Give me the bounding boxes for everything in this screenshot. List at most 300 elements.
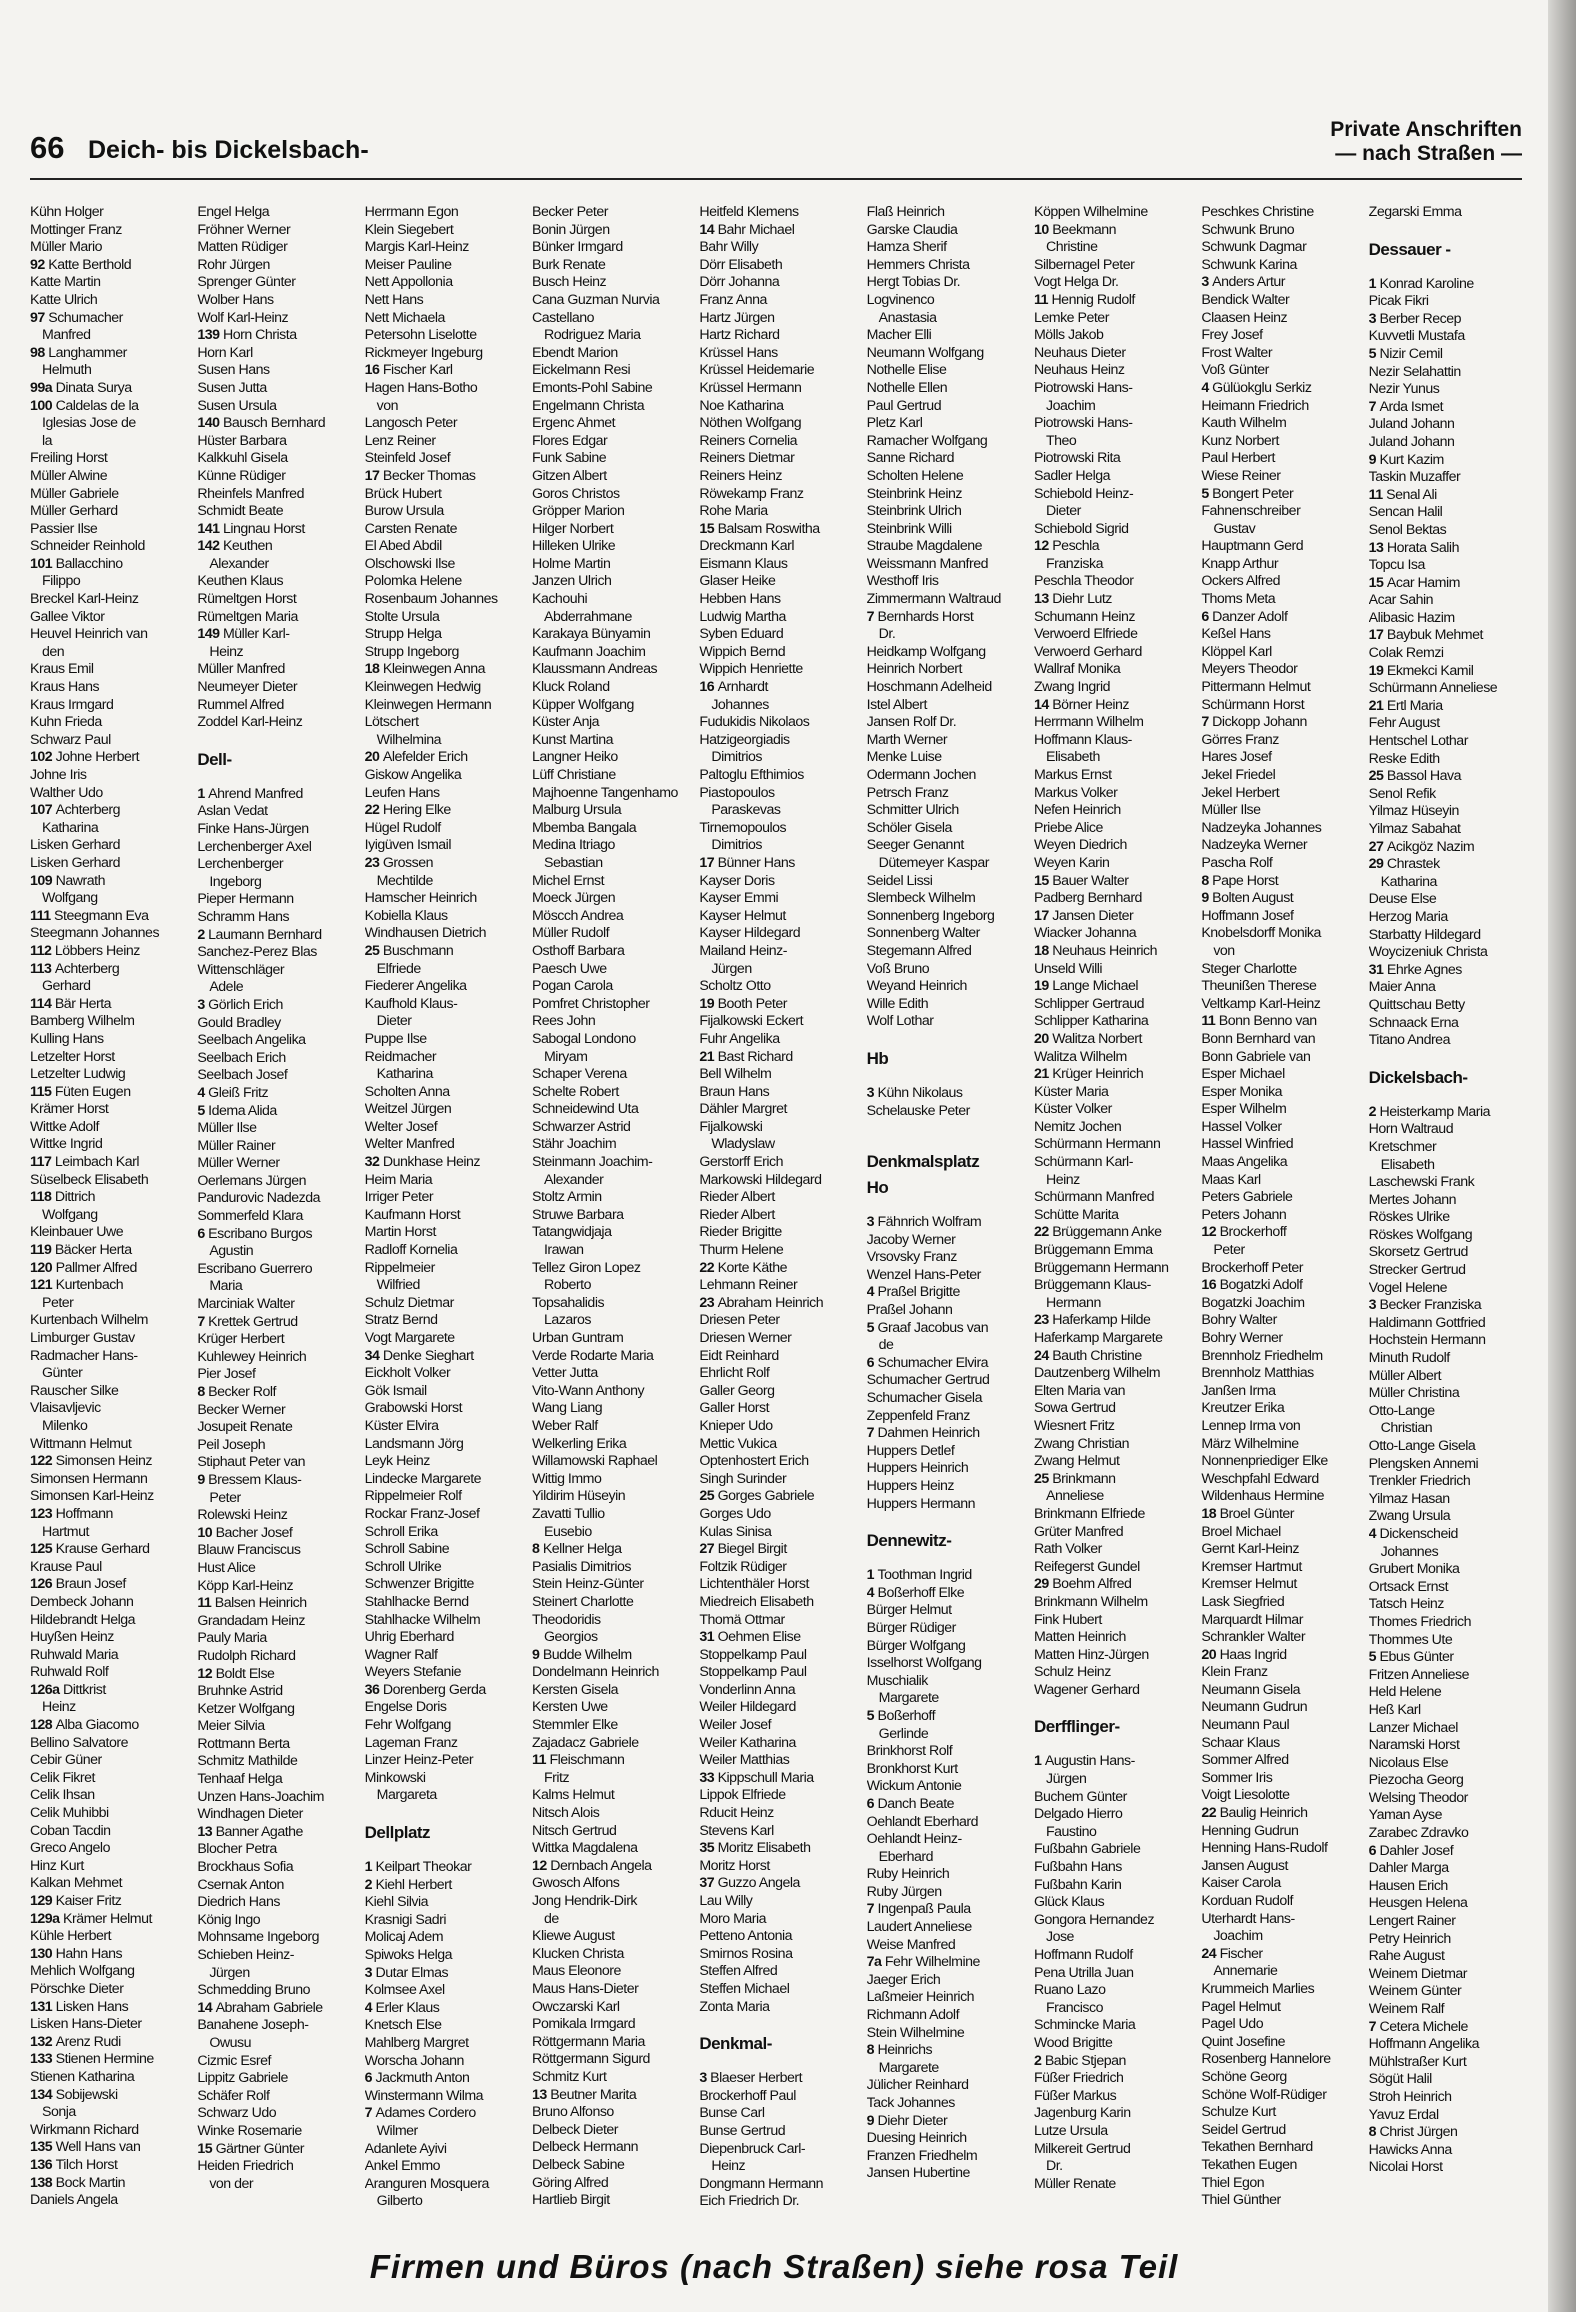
resident-entry: Zarabec Zdravko: [1368, 1825, 1469, 1842]
resident-entry: Steger Charlotte: [1201, 960, 1297, 977]
house-number: 5: [866, 1707, 878, 1724]
resident-entry: Marth Werner: [866, 731, 948, 748]
resident-entry: Zoddel Karl-Heinz: [197, 714, 303, 731]
resident-entry: Krause Paul: [30, 1558, 102, 1575]
house-number: 107: [30, 802, 56, 819]
resident-entry: Topcu Isa: [1368, 557, 1425, 574]
resident-entry: 16 Bogatzki Adolf: [1201, 1277, 1303, 1294]
resident-entry: Weyen Karin: [1033, 854, 1110, 871]
house-number: 17: [1033, 907, 1053, 924]
resident-entry: Diepenbruck Carl-: [699, 2140, 806, 2157]
resident-entry: Markus Ernst: [1033, 767, 1112, 783]
resident-entry: Thiel Egon: [1201, 2174, 1265, 2191]
resident-entry: Stegemann Alfred: [866, 942, 972, 959]
resident-entry: Kühle Herbert: [30, 1928, 112, 1945]
house-number: 142: [197, 538, 223, 555]
entry-continuation: de: [878, 1337, 894, 1354]
entry-continuation: Anastasia: [878, 309, 937, 326]
resident-entry: Weschpfahl Edward: [1201, 1470, 1319, 1487]
resident-entry: Pittermann Helmut: [1201, 679, 1311, 696]
resident-entry: Gwosch Alfons: [531, 1875, 620, 1892]
entry-continuation: Joachim: [1045, 397, 1096, 414]
house-number: 13: [531, 2086, 551, 2103]
resident-entry: 14 Börner Heinz: [1033, 696, 1130, 713]
house-number: 10: [197, 1524, 216, 1541]
resident-entry: Kurtenbach Wilhelm: [30, 1312, 148, 1329]
house-number: 102: [30, 749, 56, 766]
resident-entry: Hoschmann Adelheid: [866, 679, 992, 696]
resident-entry: Stoltz Armin: [531, 1189, 602, 1206]
house-number: 120: [30, 1259, 56, 1276]
resident-entry: 7 Cetera Michele: [1368, 2018, 1468, 2035]
resident-entry: Moeck Jürgen: [531, 890, 616, 907]
resident-entry: Fink Hubert: [1033, 1611, 1102, 1628]
resident-entry: 21 Krüger Heinrich: [1033, 1066, 1144, 1083]
resident-entry: Nett Hans: [364, 291, 424, 308]
resident-entry: Unzen Hans-Joachim: [197, 1788, 324, 1805]
entry-continuation: Margareta: [376, 1787, 437, 1804]
entry-continuation: Joachim: [1213, 1928, 1263, 1945]
resident-entry: Rosenbaum Johannes: [364, 591, 498, 608]
resident-entry: Schwarzer Astrid: [531, 1118, 631, 1135]
resident-entry: Brinkmann Elfriede: [1033, 1505, 1145, 1522]
resident-entry: Wittmann Helmut: [30, 1435, 132, 1452]
resident-entry: Josupeit Renate: [197, 1419, 293, 1436]
resident-entry: Wenzel Hans-Peter: [866, 1266, 981, 1283]
resident-entry: Verde Rodarte Maria: [531, 1347, 654, 1364]
resident-entry: Weiler Katharina: [699, 1734, 796, 1751]
resident-entry: Glaser Heike: [699, 573, 776, 590]
house-number: 7: [866, 1901, 878, 1918]
resident-entry: Lötschert: [364, 714, 419, 731]
resident-entry: Weissmann Manfred: [866, 555, 988, 572]
spacer: [867, 1553, 1020, 1567]
street-heading: Denkmal-: [699, 2034, 772, 2054]
resident-entry: 12 Peschla: [1033, 538, 1100, 555]
resident-entry: Neuhaus Heinz: [1033, 362, 1125, 379]
resident-entry: Gerstorff Erich: [699, 1154, 784, 1171]
resident-entry: Ruby Jürgen: [866, 1883, 942, 1900]
resident-entry: Wolf Karl-Heinz: [197, 309, 289, 326]
resident-entry: Thurm Helene: [699, 1242, 784, 1259]
resident-entry: Priebe Alice: [1033, 819, 1103, 836]
resident-entry: Röttgermann Sigurd: [531, 2051, 650, 2068]
resident-entry: Rducit Heinz: [699, 1805, 774, 1822]
resident-entry: Sommer Alfred: [1201, 1752, 1289, 1769]
resident-entry: Landsmann Jörg: [364, 1435, 464, 1452]
resident-entry: Matten Hinz-Jürgen: [1033, 1646, 1149, 1663]
resident-entry: Hentschel Lothar: [1368, 733, 1468, 750]
resident-entry: Sanne Richard: [866, 450, 955, 467]
house-number: 3: [1368, 1297, 1380, 1314]
resident-entry: Welter Josef: [364, 1118, 438, 1135]
resident-entry: 21 Ertl Maria: [1368, 697, 1443, 714]
resident-entry: 25 Buschmann: [364, 942, 454, 959]
resident-entry: 98 Langhammer: [30, 344, 127, 361]
house-number: 9: [197, 1471, 209, 1488]
house-number: 31: [699, 1629, 718, 1646]
resident-entry: Hoffmann Angelika: [1368, 2036, 1479, 2053]
resident-entry: Mettic Vukica: [699, 1435, 777, 1452]
resident-entry: Schlipper Katharina: [1033, 1013, 1149, 1030]
resident-entry: Schwarz Paul: [30, 731, 111, 748]
resident-entry: 36 Dorenberg Gerda: [364, 1681, 486, 1698]
resident-entry: 120 Pallmer Alfred: [30, 1259, 137, 1276]
resident-entry: Matten Rüdiger: [197, 239, 288, 256]
resident-entry: Rockar Franz-Josef: [364, 1505, 480, 1522]
resident-entry: 6 Dahler Josef: [1368, 1842, 1454, 1859]
resident-entry: Steinmann Joachim-: [531, 1154, 653, 1171]
house-number: 4: [1201, 379, 1213, 396]
resident-entry: Kliewe August: [531, 1928, 615, 1945]
resident-entry: 123 Hoffmann: [30, 1505, 113, 1522]
resident-entry: Schwunk Bruno: [1201, 221, 1295, 238]
resident-entry: Sonnenberg Ingeborg: [866, 907, 995, 924]
house-number: 131: [30, 1998, 56, 2015]
resident-entry: Puppe Ilse: [364, 1030, 427, 1047]
resident-entry: Busch Heinz: [531, 274, 607, 291]
entry-continuation: Alexander: [209, 555, 269, 572]
entry-continuation: Jürgen: [1045, 1771, 1087, 1788]
resident-entry: Celik Fikret: [30, 1769, 95, 1786]
resident-entry: Schnaack Erna: [1368, 1014, 1459, 1031]
resident-entry: Schöne Georg: [1201, 2068, 1287, 2085]
resident-entry: Bell Wilhelm: [699, 1066, 772, 1083]
resident-entry: Olschowski Ilse: [364, 555, 455, 572]
resident-entry: Passier Ilse: [30, 520, 98, 537]
resident-entry: 19 Booth Peter: [699, 995, 787, 1012]
resident-entry: Trenkler Friedrich: [1368, 1473, 1471, 1490]
resident-entry: Bohry Werner: [1201, 1330, 1283, 1346]
resident-entry: Sowa Gertrud: [1033, 1400, 1116, 1417]
resident-entry: Lerchenberger Axel: [197, 838, 312, 855]
house-number: 24: [1033, 1347, 1053, 1364]
house-number: 9: [531, 1646, 543, 1663]
entry-continuation: Rodriguez Maria: [543, 327, 641, 344]
resident-entry: Mohnsame Ingeborg: [197, 1929, 319, 1946]
house-number: 14: [699, 221, 718, 238]
resident-entry: 139 Horn Christa: [197, 327, 297, 344]
spacer: [867, 1134, 1020, 1148]
spacer: [365, 1805, 518, 1819]
resident-entry: Singh Surinder: [699, 1470, 787, 1487]
resident-entry: Heidkamp Wolfgang: [866, 643, 986, 660]
resident-entry: 5 Ebus Günter: [1368, 1649, 1454, 1666]
resident-entry: Winke Rosemarie: [197, 2122, 302, 2139]
house-number: 123: [30, 1505, 56, 1522]
house-number: 8: [1201, 872, 1213, 889]
resident-entry: Acar Sahin: [1368, 592, 1434, 609]
resident-entry: 132 Arenz Rudi: [30, 2033, 121, 2050]
house-number: 19: [699, 995, 718, 1012]
resident-entry: Dembeck Johann: [30, 1593, 134, 1610]
house-number: 23: [699, 1294, 718, 1311]
resident-entry: Galler Georg: [699, 1382, 775, 1399]
house-number: 3: [364, 1964, 376, 1981]
resident-entry: Maus Eleonore: [531, 1963, 621, 1980]
resident-entry: Juland Johann: [1368, 416, 1455, 433]
resident-entry: Hüster Barbara: [197, 432, 287, 449]
resident-entry: Piotrowski Rita: [1033, 450, 1121, 467]
resident-entry: Huppers Heinrich: [866, 1460, 969, 1477]
resident-entry: 9 Bressem Klaus-: [197, 1471, 302, 1488]
resident-entry: 4 Gülüokglu Serkiz: [1201, 379, 1312, 396]
resident-entry: Kuvvetli Mustafa: [1368, 328, 1465, 345]
resident-entry: Schaper Verena: [531, 1066, 627, 1083]
resident-entry: Neumeyer Dieter: [197, 679, 298, 696]
resident-entry: 6 Danzer Adolf: [1201, 608, 1288, 625]
house-number: 100: [30, 397, 56, 414]
resident-entry: Vonderlinn Anna: [699, 1681, 796, 1698]
resident-entry: Küster Elvira: [364, 1417, 439, 1434]
resident-entry: 3 Fähnrich Wolfram: [866, 1214, 982, 1231]
resident-entry: Schmitz Kurt: [531, 2068, 607, 2085]
house-number: 1: [1368, 275, 1380, 292]
resident-entry: Ruby Heinrich: [866, 1866, 950, 1883]
resident-entry: Peters Gabriele: [1201, 1189, 1293, 1206]
resident-entry: Wittenschläger: [197, 961, 285, 978]
resident-entry: Heusgen Helena: [1368, 1895, 1468, 1912]
resident-entry: 7 Dahmen Heinrich: [866, 1425, 980, 1442]
resident-entry: Carsten Renate: [364, 520, 458, 537]
resident-entry: Yilmaz Hasan: [1368, 1490, 1450, 1507]
house-number: 12: [1033, 538, 1053, 555]
resident-entry: Pletz Karl: [866, 415, 923, 432]
house-number: 4: [364, 1999, 376, 2016]
resident-entry: Kretschmer: [1368, 1138, 1437, 1155]
resident-entry: Schaar Klaus: [1201, 1734, 1280, 1751]
resident-entry: Burk Renate: [531, 256, 606, 273]
entry-continuation: Miryam: [543, 1048, 588, 1065]
resident-entry: Markowski Hildegard: [699, 1171, 822, 1188]
resident-entry: Kulling Hans: [30, 1030, 104, 1047]
resident-entry: Wolf Lothar: [866, 1013, 934, 1030]
street-heading: Denkmalsplatz: [866, 1152, 980, 1172]
resident-entry: 37 Guzzo Angela: [699, 1875, 800, 1892]
resident-entry: Weber Ralf: [531, 1417, 598, 1434]
resident-entry: Claasen Heinz: [1201, 309, 1288, 326]
resident-entry: Köpp Karl-Heinz: [197, 1577, 294, 1594]
resident-entry: Taskin Muzaffer: [1368, 469, 1461, 486]
resident-entry: Krüssel Heidemarie: [699, 362, 815, 379]
resident-entry: Stoppelkamp Paul: [699, 1664, 807, 1681]
resident-entry: Rieder Albert: [699, 1206, 775, 1223]
entry-continuation: Hartmut: [42, 1523, 89, 1540]
spacer: [867, 1513, 1020, 1527]
spacer: [365, 1845, 518, 1859]
house-number: 21: [699, 1048, 718, 1065]
house-number: 6: [1368, 1842, 1380, 1859]
entry-continuation: Dieter: [376, 1013, 412, 1030]
entry-continuation: Jürgen: [711, 960, 752, 977]
house-number: 17: [699, 854, 718, 871]
resident-entry: Maas Karl: [1201, 1171, 1261, 1188]
listing-column-5: [699, 204, 852, 2234]
resident-entry: Zavatti Tullio: [531, 1505, 605, 1522]
resident-entry: Schmitz Mathilde: [197, 1753, 298, 1770]
resident-entry: 2 Babic Stjepan: [1033, 2052, 1126, 2069]
resident-entry: Schiebold Heinz-: [1033, 485, 1134, 502]
resident-entry: Mehlich Wolfgang: [30, 1963, 135, 1980]
resident-entry: 2 Heisterkamp Maria: [1368, 1103, 1491, 1120]
resident-entry: Hust Alice: [197, 1559, 256, 1576]
entry-continuation: Maria: [209, 1278, 243, 1295]
resident-entry: Lüff Christiane: [531, 767, 616, 783]
house-number: 111: [30, 907, 55, 924]
entry-continuation: Faustino: [1045, 1823, 1097, 1840]
entry-continuation: Dimitrios: [711, 749, 762, 766]
entry-continuation: Heinz: [711, 2158, 746, 2175]
house-number: 18: [1033, 942, 1053, 959]
entry-continuation: Elisabeth: [1380, 1156, 1435, 1173]
resident-entry: Mottinger Franz: [30, 221, 122, 238]
listing-column-2: [197, 204, 350, 2234]
resident-entry: Brück Hubert: [364, 485, 442, 502]
resident-entry: Hergt Tobias Dr.: [866, 274, 961, 291]
entry-continuation: Peter: [209, 1489, 241, 1506]
house-number: 11: [1033, 291, 1052, 308]
house-number: 126a: [30, 1681, 64, 1698]
house-number: 36: [364, 1681, 383, 1698]
house-number: 6: [866, 1795, 878, 1812]
resident-entry: Veltkamp Karl-Heinz: [1201, 995, 1321, 1012]
house-number: 9: [1201, 890, 1213, 907]
house-number: 6: [866, 1354, 878, 1371]
resident-entry: Esper Wilhelm: [1201, 1101, 1287, 1118]
resident-entry: Müller Alwine: [30, 467, 108, 484]
resident-entry: Peschkes Christine: [1201, 204, 1314, 220]
house-number: 33: [699, 1769, 718, 1786]
resident-entry: Hilleken Ulrike: [531, 538, 616, 555]
resident-entry: Rheinfels Manfred: [197, 485, 304, 502]
resident-entry: Pauly Maria: [197, 1630, 267, 1647]
house-number: 25: [1368, 768, 1387, 785]
resident-entry: Milkereit Gertrud: [1033, 2140, 1131, 2157]
resident-entry: Elten Maria van: [1033, 1382, 1126, 1399]
resident-entry: Optenhostert Erich: [699, 1453, 809, 1470]
resident-entry: 13 Banner Agathe: [197, 1823, 303, 1840]
resident-entry: Minkowski: [364, 1769, 426, 1786]
resident-entry: Winstermann Wilma: [364, 2087, 484, 2104]
resident-entry: Kühn Holger: [30, 204, 104, 220]
resident-entry: Hassel Winfried: [1201, 1136, 1294, 1153]
resident-entry: Krüger Herbert: [197, 1331, 285, 1348]
entry-continuation: Adele: [209, 979, 244, 996]
resident-entry: 18 Broel Günter: [1201, 1505, 1294, 1522]
resident-entry: Theodoridis: [531, 1611, 601, 1628]
resident-entry: Haldimann Gottfried: [1368, 1314, 1486, 1331]
resident-entry: Ockers Alfred: [1201, 573, 1280, 590]
house-number: 15: [699, 520, 718, 537]
resident-entry: Verwoerd Gerhard: [1033, 643, 1142, 660]
resident-entry: Welsing Theodor: [1368, 1789, 1468, 1806]
resident-entry: Rottmann Berta: [197, 1735, 290, 1752]
resident-entry: Schroll Erika: [364, 1523, 438, 1540]
house-number: 22: [699, 1259, 718, 1276]
resident-entry: Praßel Johann: [866, 1302, 953, 1319]
resident-entry: Delbeck Sabine: [531, 2156, 625, 2173]
house-number: 7: [364, 2105, 376, 2122]
house-number: 128: [30, 1717, 56, 1734]
section-title-line1: Private Anschriften: [1330, 118, 1522, 141]
entry-continuation: Wolfgang: [42, 1206, 98, 1223]
entry-continuation: Johannes: [711, 696, 769, 713]
resident-entry: Freiling Horst: [30, 450, 108, 467]
resident-entry: Markus Volker: [1033, 784, 1118, 801]
resident-entry: Schwarz Udo: [197, 2105, 277, 2122]
house-number: 10: [1033, 221, 1053, 238]
house-number: 20: [1033, 1030, 1053, 1047]
resident-entry: 6 Danch Beate: [866, 1795, 955, 1812]
resident-entry: Becker Werner: [197, 1401, 286, 1418]
resident-entry: Rippelmeier Rolf: [364, 1488, 462, 1505]
resident-entry: Kunz Norbert: [1201, 432, 1279, 449]
resident-entry: Grabowski Horst: [364, 1400, 463, 1417]
resident-entry: Süselbeck Elisabeth: [30, 1171, 149, 1188]
house-number: 29: [1033, 1576, 1053, 1593]
resident-entry: Vogel Helene: [1368, 1279, 1448, 1296]
resident-entry: Schmitter Ulrich: [866, 802, 959, 819]
resident-entry: 130 Hahn Hans: [30, 1945, 123, 1962]
resident-entry: Schrankler Walter: [1201, 1629, 1306, 1646]
resident-entry: Jülicher Reinhard: [866, 2077, 969, 2094]
resident-entry: 131 Lisken Hans: [30, 1998, 129, 2015]
house-number: 18: [364, 661, 383, 678]
resident-entry: Lehmann Reiner: [699, 1277, 798, 1294]
resident-entry: Kersten Uwe: [531, 1699, 608, 1716]
entry-continuation: Annemarie: [1213, 1963, 1278, 1980]
resident-entry: Fahnenschreiber: [1201, 503, 1301, 520]
resident-entry: Susen Jutta: [197, 379, 267, 396]
resident-entry: Schelauske Peter: [866, 1102, 970, 1119]
resident-entry: Kremser Helmut: [1201, 1576, 1297, 1593]
resident-entry: Piotrowski Hans-: [1033, 379, 1133, 396]
resident-entry: Yavuz Erdal: [1368, 2106, 1439, 2123]
section-title: [1330, 118, 1522, 166]
resident-entry: Broel Michael: [1201, 1523, 1281, 1540]
resident-entry: 14 Abraham Gabriele: [197, 1999, 323, 2016]
resident-entry: Knapp Arthur: [1201, 555, 1279, 572]
house-number: 2: [1033, 2052, 1045, 2069]
spacer: [1369, 262, 1522, 276]
resident-entry: Pasialis Dimitrios: [531, 1558, 631, 1575]
resident-entry: Lau Willy: [699, 1893, 753, 1909]
entry-continuation: Helmuth: [42, 362, 92, 379]
resident-entry: 11 Hennig Rudolf: [1033, 291, 1135, 308]
resident-entry: 23 Grossen: [364, 854, 434, 871]
resident-entry: Lippok Elfriede: [699, 1787, 786, 1804]
resident-entry: Minuth Rudolf: [1368, 1350, 1450, 1367]
house-number: 7: [197, 1313, 209, 1330]
resident-entry: Jansen Rolf Dr.: [866, 714, 957, 731]
resident-entry: Krämer Horst: [30, 1101, 109, 1118]
resident-entry: Bronkhorst Kurt: [866, 1760, 958, 1777]
entry-continuation: Katharina: [1380, 873, 1437, 890]
house-number: 11: [1201, 1013, 1219, 1030]
page-number: 66: [30, 130, 65, 165]
resident-entry: Kiehl Silvia: [364, 1894, 429, 1911]
house-number: 6: [197, 1225, 209, 1242]
house-number: 122: [30, 1453, 56, 1470]
resident-entry: Tack Johannes: [866, 2095, 955, 2111]
resident-entry: Schieben Heinz-: [197, 1947, 294, 1963]
resident-entry: Nezir Selahattin: [1368, 363, 1461, 380]
resident-entry: Keßel Hans: [1201, 626, 1271, 643]
resident-entry: Kayser Helmut: [699, 907, 786, 924]
resident-entry: Laßmeier Heinrich: [866, 1989, 975, 2006]
resident-entry: Schürmann Anneliese: [1368, 680, 1498, 697]
resident-entry: Fijalkowski: [699, 1118, 763, 1135]
